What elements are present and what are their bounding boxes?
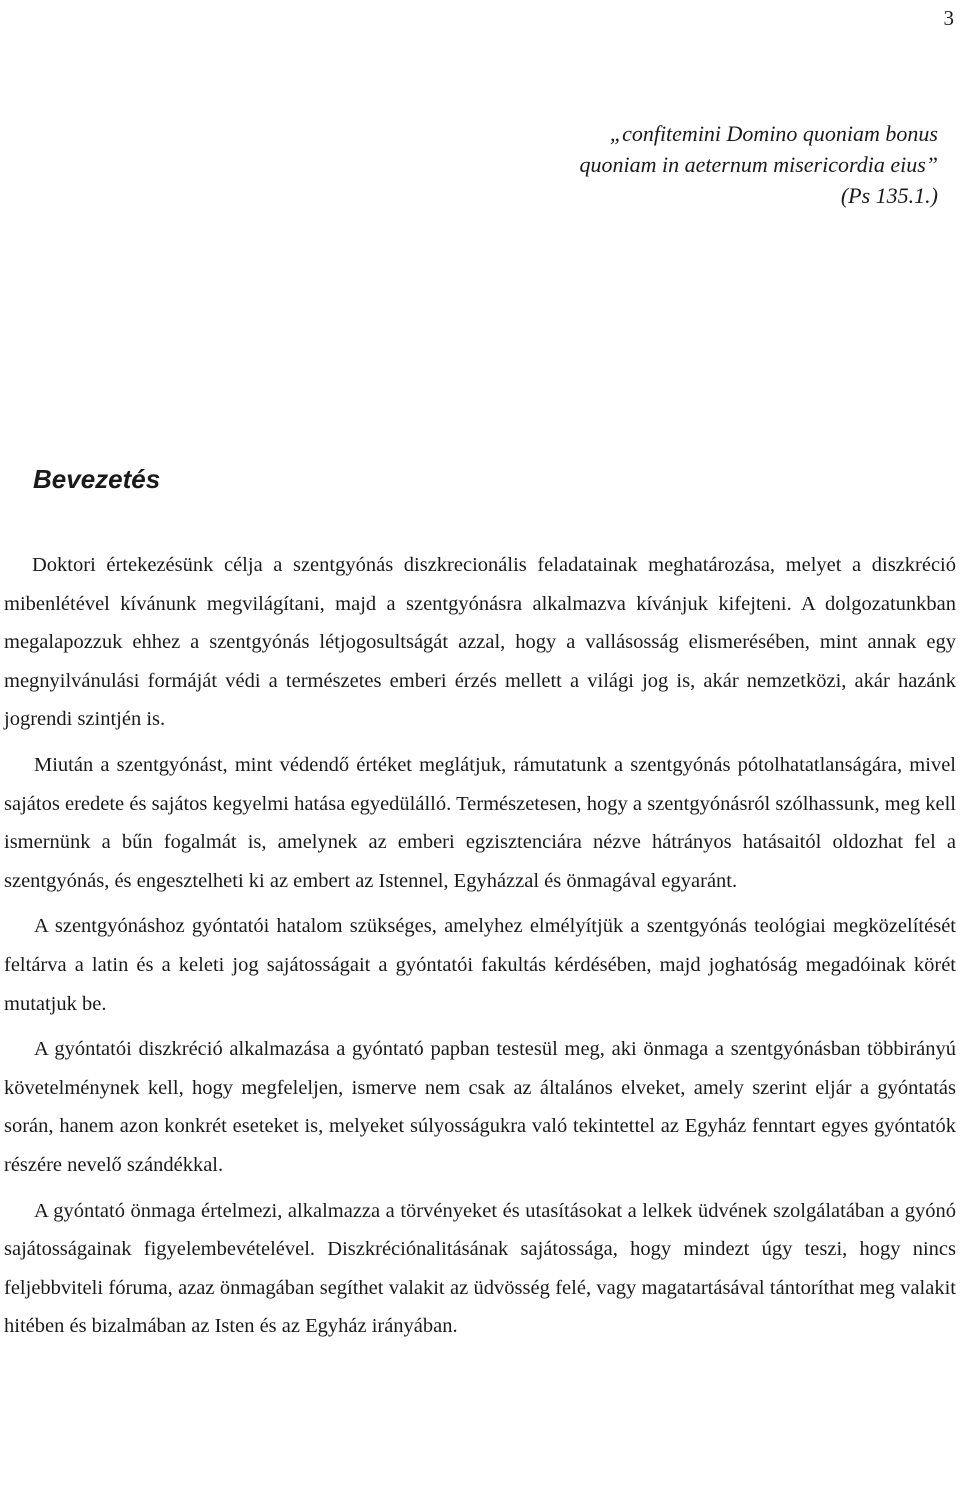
epigraph-quote [498, 118, 938, 211]
section-title: Bevezetés [33, 464, 161, 494]
paragraph: Doktori értekezésünk célja a szentgyónás diszkrecionális feladatainak meghatározása, melyet a diszkréció mibenlétével kívánunk megvilágítani, majd a szentgyónásra alkalmazva kívánjuk kifejteni. A dolgozatunkban megalapozzuk ehhez a szentgyónás létjogosultságát azzal, hogy a vallásosság elismerésében, mint annak egy megnyilvánulási formáját védi a természetes emberi érzés mellett a világi jog is, akár nemzetközi, akár hazánk jogrendi szintjén is. [4, 554, 956, 731]
epigraph-line: „confitemini Domino quoniam bonus [609, 121, 938, 146]
paragraph: A gyóntatói diszkréció alkalmazása a gyóntató papban testesül meg, aki önmaga a szentgyónásban többirányú követelménynek kell, hogy megfeleljen, ismerve nem csak az általános elveket, amely szerint eljár a gyóntatás során, hanem azon konkrét eseteket is, melyeket súlyosságukra való tekintettel az Egyház fenntart egyes gyóntatók részére nevelő szándékkal. [4, 1038, 956, 1176]
paragraph: A szentgyónáshoz gyóntatói hatalom szükséges, amelyhez elmélyítjük a szentgyónás teológiai megközelítését feltárva a latin és a keleti jog sajátosságait a gyóntatói fakultás kérdésében, majd joghatóság megadóinak körét mutatjuk be. [4, 915, 956, 1015]
epigraph-line: quoniam in aeternum misericordia eius” [579, 152, 938, 177]
body-text [4, 546, 956, 1353]
paragraph: A gyóntató önmaga értelmezi, alkalmazza a törvényeket és utasításokat a lelkek üdvének szolgálatában a gyónó sajátosságainak figyelembevételével. Diszkréciónalitásának sajátossága, hogy mindezt úgy teszi, hogy nincs feljebbviteli fóruma, azaz önmagában segíthet valakit az üdvösség felé, vagy magatartásával tántoríthat meg valakit hitében és bizalmában az Isten és az Egyház irányában. [4, 1199, 956, 1338]
page-number: 3 [943, 6, 954, 30]
epigraph-citation: (Ps 135.1.) [840, 183, 938, 208]
paragraph: Miután a szentgyónást, mint védendő értéket meglátjuk, rámutatunk a szentgyónás pótolhatatlanságára, mivel sajátos eredete és sajátos kegyelmi hatása egyedülálló. Természetesen, hogy a szentgyónásról szólhassunk, meg kell ismernünk a bűn fogalmát is, amelynek az emberi egzisztenciára nézve hátrányos hatásaitól oldozhat fel a szentgyónás, és engesztelheti ki az embert az Istennel, Egyházzal és önmagával egyaránt. [4, 753, 956, 892]
